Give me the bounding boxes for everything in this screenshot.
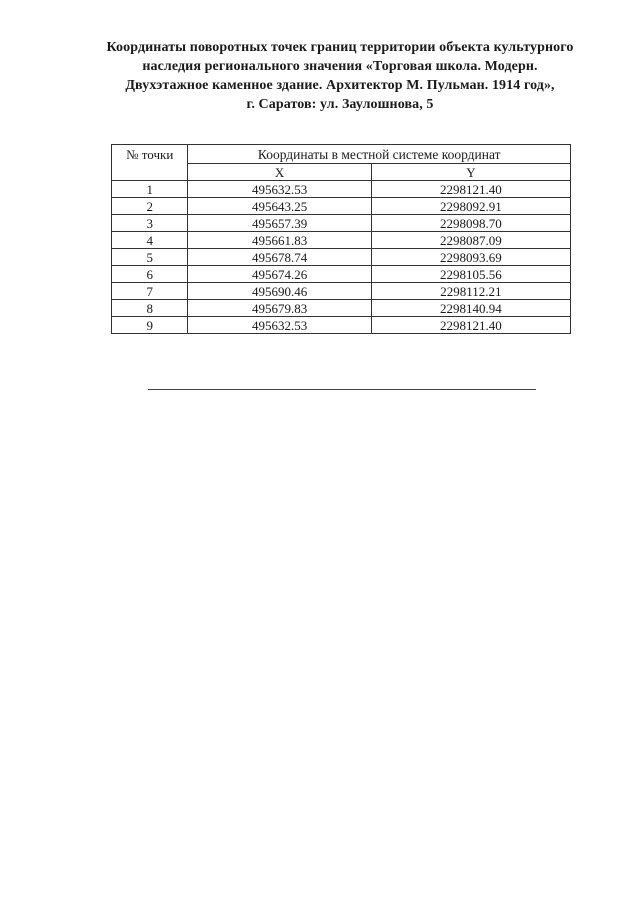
header-coordinates-group: Координаты в местной системе координат bbox=[188, 145, 571, 164]
title-line: г. Саратов: ул. Заулошнова, 5 bbox=[246, 97, 434, 112]
table-header-row bbox=[112, 145, 571, 164]
title-line: Двухэтажное каменное здание. Архитектор М. Пульман. 1914 год», bbox=[125, 78, 555, 93]
closing-divider bbox=[148, 389, 536, 390]
cell-point-number: 6 bbox=[112, 266, 188, 283]
cell-point-number: 2 bbox=[112, 198, 188, 215]
table-row bbox=[112, 317, 571, 334]
table-row bbox=[112, 283, 571, 300]
cell-y: 2298121.40 bbox=[371, 317, 570, 334]
table-row bbox=[112, 232, 571, 249]
cell-point-number: 4 bbox=[112, 232, 188, 249]
table-row bbox=[112, 249, 571, 266]
cell-x: 495674.26 bbox=[188, 266, 371, 283]
table-row bbox=[112, 198, 571, 215]
table-row bbox=[112, 215, 571, 232]
cell-x: 495657.39 bbox=[188, 215, 371, 232]
cell-point-number: 8 bbox=[112, 300, 188, 317]
cell-y: 2298112.21 bbox=[371, 283, 570, 300]
table-row bbox=[112, 181, 571, 198]
document-title bbox=[60, 38, 620, 114]
cell-point-number: 3 bbox=[112, 215, 188, 232]
coordinates-table bbox=[111, 144, 571, 334]
header-point-number: № точки bbox=[112, 145, 188, 181]
cell-point-number: 1 bbox=[112, 181, 188, 198]
cell-x: 495678.74 bbox=[188, 249, 371, 266]
cell-y: 2298092.91 bbox=[371, 198, 570, 215]
cell-point-number: 7 bbox=[112, 283, 188, 300]
cell-y: 2298098.70 bbox=[371, 215, 570, 232]
cell-x: 495632.53 bbox=[188, 317, 371, 334]
cell-x: 495632.53 bbox=[188, 181, 371, 198]
title-line: наследия регионального значения «Торговая школа. Модерн. bbox=[142, 59, 538, 74]
cell-y: 2298121.40 bbox=[371, 181, 570, 198]
header-y: Y bbox=[371, 164, 570, 181]
cell-x: 495690.46 bbox=[188, 283, 371, 300]
cell-x: 495643.25 bbox=[188, 198, 371, 215]
table-row bbox=[112, 266, 571, 283]
cell-point-number: 9 bbox=[112, 317, 188, 334]
table-row bbox=[112, 300, 571, 317]
cell-x: 495679.83 bbox=[188, 300, 371, 317]
cell-y: 2298140.94 bbox=[371, 300, 570, 317]
cell-y: 2298093.69 bbox=[371, 249, 570, 266]
cell-y: 2298087.09 bbox=[371, 232, 570, 249]
cell-x: 495661.83 bbox=[188, 232, 371, 249]
header-x: X bbox=[188, 164, 371, 181]
title-line: Координаты поворотных точек границ территории объекта культурного bbox=[106, 40, 574, 55]
cell-point-number: 5 bbox=[112, 249, 188, 266]
cell-y: 2298105.56 bbox=[371, 266, 570, 283]
